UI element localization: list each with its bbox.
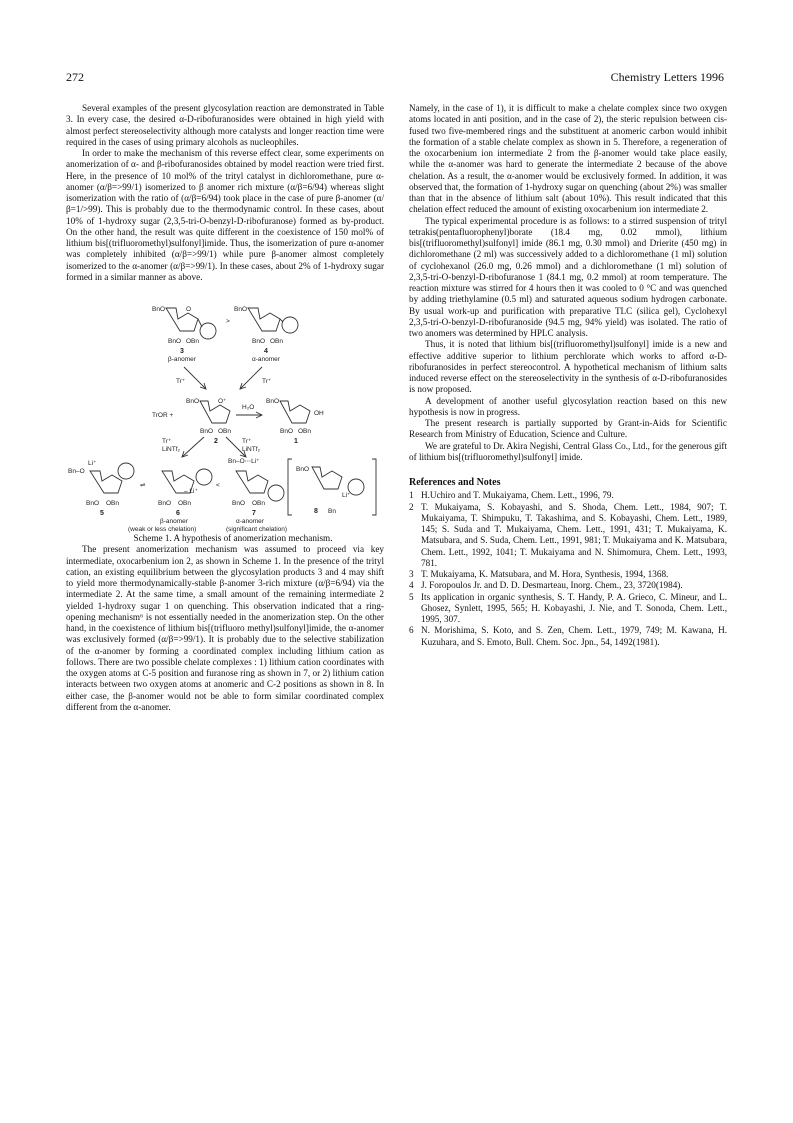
reference-item: 3 T. Mukaiyama, K. Matsubara, and M. Hora, Synthesis, 1994, 1368. [409, 569, 669, 579]
svg-text:BnO: BnO [266, 398, 280, 405]
svg-text:O: O [186, 306, 192, 313]
paragraph: The present research is partially supported by Grant-in-Aids for Scientific Research from Ministry of Education, Science and Culture. [409, 418, 727, 440]
svg-text:OBn: OBn [178, 500, 192, 507]
svg-text:β-anomer: β-anomer [168, 356, 196, 363]
paragraph: The present anomerization mechanism was assumed to proceed via key intermediate, oxocarbenium ion 2, as shown in Scheme 1. In the presence of the trityl cation, an existing equilibrium between the glycosylation products 3 and 4 may shift to yield more thermodynamically-stable β-anomer 3-rich mixture (α/β=6/94) via the intermediate 2. At the same time, a small amount of the remaining intermediate 2 yielded 1-hydroxy sugar 1 on quenching. This observation indicated that a ring-opening mechanism⁶ is not essentially needed in the anomerization step. On the other hand, in the coexistence of lithium bis[(trifluoro methyl)sulfonyl]imide, the α-anomer was exclusively formed (α/β=>99/1). It is probably due to the selective stabilization of the α-anomer by forming a coordinated complex including lithium cation as follows. There are two possible chelate complexes : 1) lithium cation coordinates with the oxygen atoms at C-5 position and furanose ring as shown in 7, or 2) lithium cation interacts between two oxygen atoms at anomeric and C-2 positions as shown in 8. In either case, the β-anomer would not be able to form similar coordinated complex different from the α-anomer. [66, 544, 384, 712]
svg-text:⇌: ⇌ [140, 482, 146, 489]
scheme-figure [66, 291, 384, 533]
svg-text:(significant chelation): (significant chelation) [226, 526, 288, 533]
compound-7 [228, 458, 284, 525]
svg-text:Tr⁺: Tr⁺ [262, 378, 272, 385]
svg-text:6: 6 [176, 510, 180, 517]
svg-text:LiNTf₂: LiNTf₂ [162, 446, 181, 453]
svg-text:BnO: BnO [168, 338, 182, 345]
svg-text:Li⁺: Li⁺ [342, 492, 351, 499]
svg-text:OBn: OBn [298, 428, 312, 435]
svg-text:OBn: OBn [218, 428, 232, 435]
compound-2 [186, 398, 231, 445]
svg-text:OBn: OBn [106, 500, 120, 507]
paragraph: The typical experimental procedure is as follows: to a stirred suspension of trityl tetrakis(pentafluorophenyl)borate (18.4 mg, 0.02 mmol), lithium bis[(trifluoromethyl)sulfonyl] imide (86.1 mg, 0.30 mmol) and Drierite (450 mg) in dichloromethane (2 ml) was successively added to a dichloromethane (1 ml) solution of cyclohexanol (26.0 mg, 0.26 mmol) and a dichloromethane (1 ml) solution of 2,3,5-tri-O-benzyl-D-ribofuranose 1 (84.1 mg, 0.2 mmol) at room temperature. The reaction mixture was stirred for 4 hours then it was cooled to 0 °C and was quenched by adding triethylamine (0.5 ml) and saturated aqueous sodium hydrogen carbonate. By usual work-up and purification with preparative TLC (silica gel), Cyclohexyl 2,3,5-tri-O-benzyl-D-ribofuranoside (94.5 mg, 94% yield) was isolated. The ratio of two anomers was determined by HPLC analysis. [409, 215, 727, 338]
scheme-diagram [66, 291, 384, 533]
reference-item: 2 T. Mukaiyama, S. Kobayashi, and S. Shoda, Chem. Lett., 1984, 907; T. Mukaiyama, T. Shimpuku, T. Takashima, and S. Kobayashi, Chem. Lett., 1989, 145; S. Suda and T. Mukaiyama, Chem. Lett., 1991, 431; T. Mukaiyama, K. Matsubara, and S. Suda, Chem. Lett., 1991, 981; T. Mukaiyama and K. Matsubara, Chem. Lett., 1992, 1041; T. Mukaiyama and N. Shimomura, Chem. Lett., 1993, 781. [409, 501, 727, 568]
svg-text:BnO: BnO [280, 428, 294, 435]
compound-8 [296, 466, 364, 515]
paragraph: Several examples of the present glycosylation reaction are demonstrated in Table 3. In every case, the desired α-D-ribofuranosides were obtained in high yield with almost perfect stereoselectivity although more catalysts and longer reaction time were required in the cases of using primary alcohols as nucleophiles. [66, 103, 384, 147]
svg-text:BnO: BnO [158, 500, 172, 507]
svg-text:Bn–O⋯Li⁺: Bn–O⋯Li⁺ [228, 458, 260, 465]
references-heading: References and Notes [409, 477, 501, 488]
svg-text:BnO: BnO [232, 500, 246, 507]
paragraph: In order to make the mechanism of this reverse effect clear, some experiments on anomerization of α- and β-ribofuranosides obtained by model reaction were tried first. Here, in the presence of 10 mol% of the trityl catalyst in dichloromethane, pure α-anomer (α/β=>99/1) isomerized to β anomer rich mixture (α/β=6/94) whereas slight isomerization with the ratio of (α/β=6/94) took place in the case of pure β-anomer (α/β=1/>99). This is probably due to the thermodynamic control. In these cases, about 10% of 1-hydroxy sugar (2,3,5-tri-O-benzyl-D-ribofuranose) formed as by-product. On the other hand, the result was quite different in the coexistence of 150 mol% of lithium bis[(trifluoromethyl)sulfonyl]imide. Thus, the isomerization of pure α-anomer was completely inhibited (α/β=>99/1) while pure β-anomer almost completely isomerized to the α-anomer (α/β=>99/1). In these cases, about 2% of 1-hydroxy sugar formed in a similar manner as above. [66, 148, 384, 282]
svg-text:BnO: BnO [200, 428, 214, 435]
svg-text:BnO: BnO [86, 500, 100, 507]
compound-3 [152, 306, 216, 363]
svg-text:3: 3 [180, 348, 184, 355]
svg-text:α-anomer: α-anomer [236, 518, 264, 525]
svg-text:BnO: BnO [252, 338, 266, 345]
svg-text:2: 2 [214, 438, 218, 445]
journal-header: Chemistry Letters 1996 [610, 70, 724, 84]
svg-text:OH: OH [314, 410, 324, 417]
svg-text:(weak or less chelation): (weak or less chelation) [128, 526, 197, 533]
svg-text:1: 1 [294, 438, 298, 445]
compound-4 [234, 306, 298, 363]
svg-text:<: < [216, 482, 220, 489]
reference-item: 6 N. Morishima, S. Koto, and S. Zen, Chem. Lett., 1979, 749; M. Kawana, H. Kuzuhara, and S. Emoto, Bull. Chem. Soc. Jpn., 54, 1492(1981). [409, 625, 727, 647]
svg-text:8: 8 [314, 508, 318, 515]
svg-text:TrOR +: TrOR + [152, 412, 174, 419]
scheme-caption: Scheme 1. A hypothesis of anomerization mechanism. [133, 533, 333, 543]
svg-text:BnO: BnO [234, 306, 248, 313]
svg-text:BnO: BnO [296, 466, 310, 473]
references-list [409, 490, 727, 648]
compound-5 [68, 460, 134, 517]
svg-text:Bn: Bn [328, 508, 336, 515]
svg-text:α-anomer: α-anomer [252, 356, 280, 363]
svg-text:7: 7 [252, 510, 256, 517]
svg-text:H₂O: H₂O [242, 404, 255, 411]
svg-text:β-anomer: β-anomer [160, 518, 188, 525]
svg-text:LiNTf₂: LiNTf₂ [242, 446, 261, 453]
paragraph: We are grateful to Dr. Akira Negishi, Central Glass Co., Ltd., for the generous gift of lithium bis[(trifluoromethyl)sulfonyl] imide. [409, 440, 727, 462]
paragraph: A development of another useful glycosylation reaction based on this new hypothesis is now in progress. [409, 395, 727, 417]
right-column [409, 103, 727, 648]
svg-text:Tr⁺: Tr⁺ [162, 438, 172, 445]
svg-text:OBn: OBn [252, 500, 266, 507]
svg-text:– Li⁺: – Li⁺ [184, 488, 198, 495]
reference-item: 5 Its application in organic synthesis, S. T. Handy, P. A. Grieco, C. Mineur, and L. Ghosez, Synlett, 1995, 565; H. Kobayashi, J. Nie, and T. Sonoda, Chem. Lett., 1995, 307. [409, 591, 727, 624]
svg-text:>: > [226, 318, 230, 325]
svg-text:BnO: BnO [186, 398, 200, 405]
paragraph: Namely, in the case of 1), it is difficult to make a chelate complex since two oxygen atoms located in anti position, and in the case of 2), the steric repulsion between cis-fused two five-membered rings and the substituent at anomeric carbon would inhibit the formation of a stable chelate complex as shown in 5. Therefore, a regeneration of the oxocarbenium ion intermediate 2 from the β-anomer would take place easily, while the α-anomer was hard to generate the intermediate 2 because of the above chelation. As a result, the α-anomer would be exclusively formed. In addition, it was observed that, the formation of 1-hydroxy sugar on quenching (about 2%) was smaller than that in the absence of lithium salt (about 10%). This result indicated that this chelation effect reduced the amount of existing oxocarbenium ion intermediate 2. [409, 103, 727, 215]
compound-6 [158, 469, 212, 525]
svg-text:OBn: OBn [186, 338, 200, 345]
svg-text:BnO: BnO [152, 306, 166, 313]
page-number: 272 [66, 70, 84, 84]
svg-text:Tr⁺: Tr⁺ [176, 378, 186, 385]
paragraph: Thus, it is noted that lithium bis[(trifluoromethyl)sulfonyl] imide is a new and effective additive superior to lithium perchlorate which works to afford α-D-ribofuranosides in perfect stereocontrol. A hypothetical mechanism of lithium salts induced reverse effect on the stereoselectivity in the synthesis of α-D-ribofuranosides is now proposed. [409, 339, 727, 395]
reference-item: 4 J. Foropoulos Jr. and D. D. Desmarteau, Inorg. Chem., 23, 3720(1984). [409, 580, 683, 591]
svg-text:5: 5 [100, 510, 104, 517]
reference-item: 1 H.Uchiro and T. Mukaiyama, Chem. Lett., 1996, 79. [409, 490, 614, 501]
compound-1 [266, 398, 324, 445]
svg-text:O⁺: O⁺ [218, 398, 227, 405]
svg-text:Li⁺: Li⁺ [88, 460, 97, 467]
svg-text:4: 4 [264, 348, 268, 355]
left-column [66, 103, 384, 713]
svg-text:OBn: OBn [270, 338, 284, 345]
svg-text:Bn–O: Bn–O [68, 468, 85, 475]
svg-text:Tr⁺: Tr⁺ [242, 438, 252, 445]
